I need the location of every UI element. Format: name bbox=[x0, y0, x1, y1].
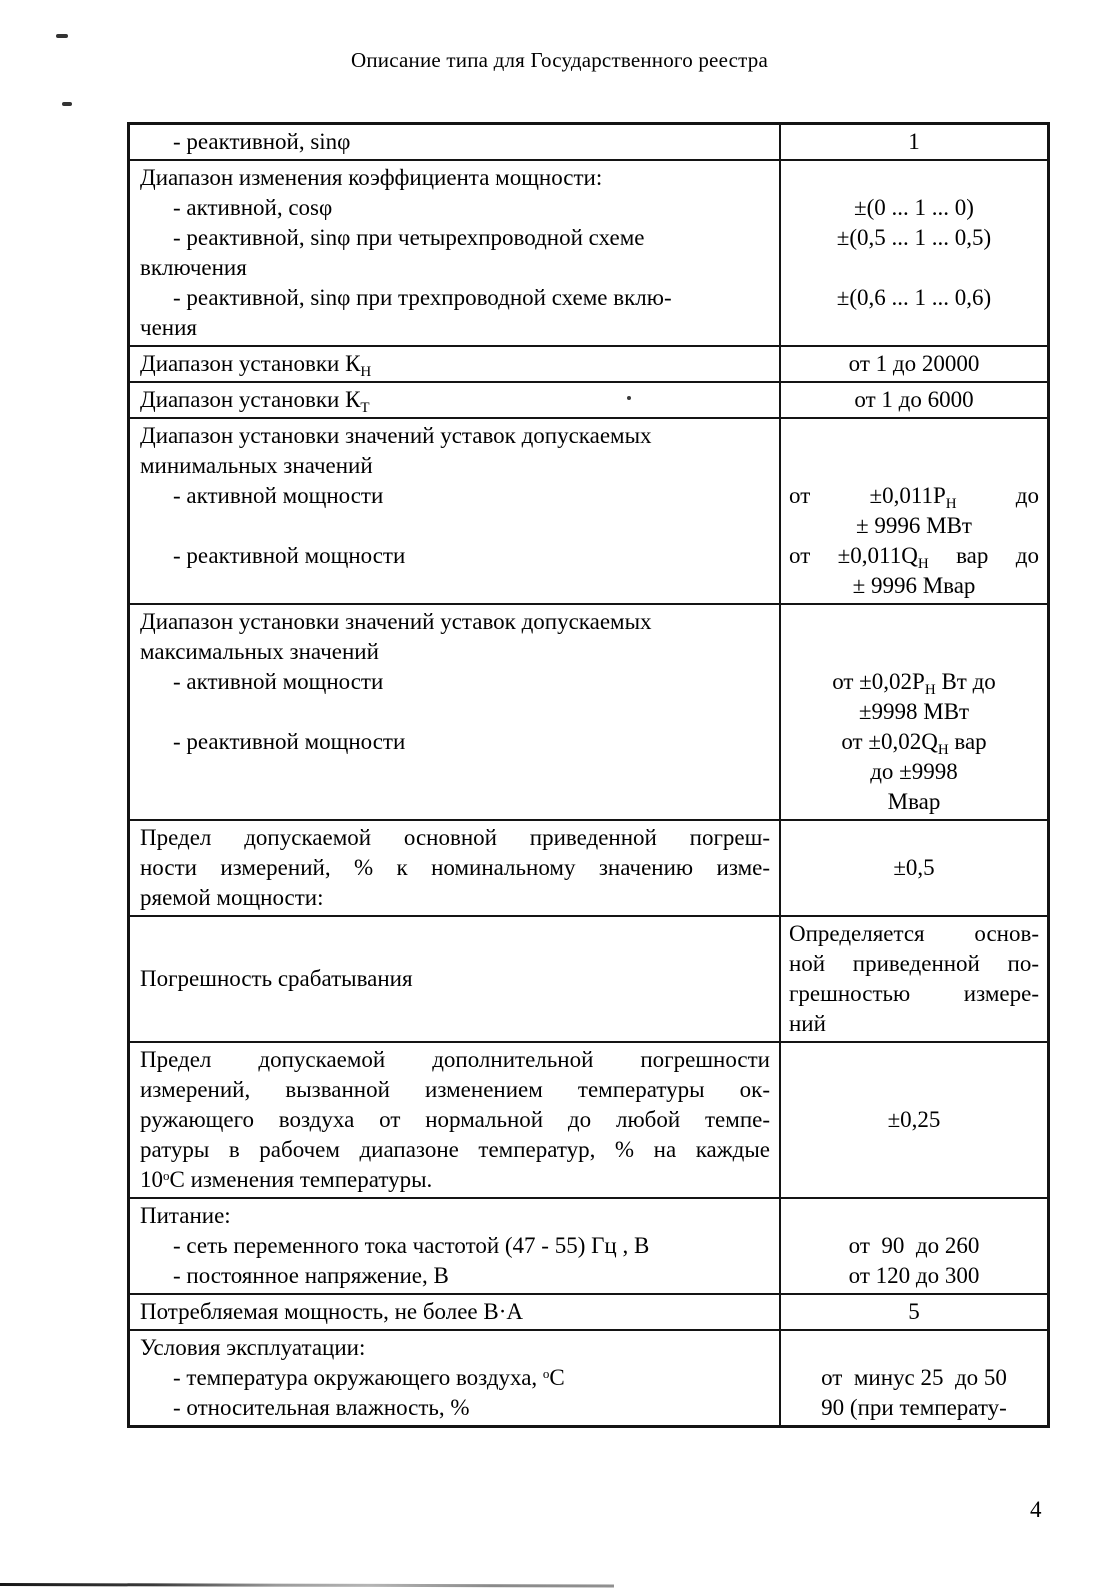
text-line: ±(0,6 ... 1 ... 0,6) bbox=[836, 285, 992, 310]
table-row bbox=[130, 1197, 1047, 1293]
superscript: о bbox=[542, 1366, 550, 1381]
text-line: - постоянное напряжение, В bbox=[173, 1263, 449, 1288]
text-line: 90 (при температу- bbox=[821, 1395, 1007, 1420]
text-line bbox=[140, 787, 770, 817]
subscript: Т bbox=[360, 400, 370, 416]
text-line bbox=[789, 421, 1039, 451]
text-line: измерений, вызванной изменением температуры ок- bbox=[140, 1077, 770, 1102]
row-label-cell bbox=[130, 1043, 781, 1197]
text-line: от 120 до 300 bbox=[848, 1263, 980, 1288]
text-line bbox=[140, 697, 770, 727]
text-line: от минус 25 до 50 bbox=[821, 1365, 1007, 1390]
text-line: от $\pm 0,02Q_Н$ вар bbox=[841, 729, 987, 758]
text-line: Питание: bbox=[140, 1203, 231, 1228]
margin-mark bbox=[62, 102, 72, 106]
text-line bbox=[789, 253, 1039, 283]
text-line bbox=[789, 1201, 1039, 1231]
table-row bbox=[130, 159, 1047, 345]
text-line: ной приведенной по- bbox=[789, 951, 1039, 976]
text-line: - реактивной мощности bbox=[173, 543, 406, 568]
text-line: от 1 до 20000 bbox=[848, 351, 980, 376]
text-line: ±0,5 bbox=[893, 855, 935, 880]
text-line bbox=[789, 163, 1039, 193]
spec-table bbox=[127, 122, 1050, 1428]
row-value-cell bbox=[781, 605, 1047, 819]
row-label-cell bbox=[130, 383, 781, 417]
text-line: - активной мощности bbox=[173, 669, 384, 694]
text-line: максимальных значений bbox=[140, 639, 379, 664]
text-line: Диапазон установки $К_Н$ bbox=[140, 351, 372, 380]
text-line bbox=[789, 451, 1039, 481]
text-line bbox=[789, 637, 1039, 667]
text-line: Диапазон установки значений уставок допускаемых bbox=[140, 423, 652, 448]
text-line bbox=[140, 757, 770, 787]
row-label-cell bbox=[130, 347, 781, 381]
text-line: - температура окружающего воздуха, $^о$С bbox=[173, 1365, 565, 1390]
text-line: от $\pm 0,02P_Н$ Вт до bbox=[832, 669, 996, 698]
page-title: Описание типа для Государственного реестра bbox=[351, 48, 768, 72]
table-row bbox=[130, 125, 1047, 159]
page-number: 4 bbox=[1030, 1497, 1042, 1522]
text-line bbox=[140, 511, 770, 541]
text-line: минимальных значений bbox=[140, 453, 373, 478]
table-row bbox=[130, 1293, 1047, 1329]
subscript: Н bbox=[945, 496, 957, 512]
row-label-cell bbox=[130, 1331, 781, 1425]
text-line: ±(0,5 ... 1 ... 0,5) bbox=[836, 225, 992, 250]
row-value-cell bbox=[781, 1043, 1047, 1197]
subscript: Н bbox=[924, 682, 936, 698]
text-line: $10^оС$ изменения температуры. bbox=[140, 1167, 433, 1192]
text-line bbox=[789, 313, 1039, 343]
text-line: ружающего воздуха от нормальной до любой темпе- bbox=[140, 1107, 770, 1132]
row-value-cell bbox=[781, 917, 1047, 1041]
table-row bbox=[130, 1041, 1047, 1197]
text-line: ний bbox=[789, 1011, 826, 1036]
subscript: Н bbox=[360, 364, 372, 380]
text-line: - сеть переменного тока частотой (47 - 55) Гц , В bbox=[173, 1233, 650, 1258]
margin-mark bbox=[56, 34, 68, 38]
text-line: включения bbox=[140, 255, 247, 280]
text-line: 5 bbox=[908, 1299, 920, 1324]
table-row bbox=[130, 915, 1047, 1041]
text-line bbox=[789, 607, 1039, 637]
text-line: Диапазон установки значений уставок допускаемых bbox=[140, 609, 652, 634]
text-line: от 1 до 6000 bbox=[854, 387, 974, 412]
table-row bbox=[130, 1329, 1047, 1425]
text-line: Предел допускаемой основной приведенной погреш- bbox=[140, 825, 770, 850]
text-line: - реактивной, sinφ при четырехпроводной схеме bbox=[173, 225, 645, 250]
row-value-cell bbox=[781, 161, 1047, 345]
text-line: от 90 до 260 bbox=[848, 1233, 980, 1258]
row-value-cell bbox=[781, 1199, 1047, 1293]
superscript: о bbox=[163, 1168, 170, 1183]
table-row bbox=[130, 381, 1047, 417]
text-line: ± 9996 Мвар bbox=[852, 573, 976, 598]
row-value-cell bbox=[781, 419, 1047, 603]
text-line: ратуры в рабочем диапазоне температур, % на каждые bbox=[140, 1137, 770, 1162]
text-line: чения bbox=[140, 315, 197, 340]
row-label-cell bbox=[130, 917, 781, 1041]
scan-speck bbox=[627, 396, 631, 400]
row-value-cell bbox=[781, 1295, 1047, 1329]
row-label-cell bbox=[130, 419, 781, 603]
text-line: - реактивной мощности bbox=[173, 729, 406, 754]
text-line: ±0,25 bbox=[887, 1107, 941, 1132]
table-row bbox=[130, 819, 1047, 915]
text-line: - активной мощности bbox=[173, 483, 384, 508]
table-row bbox=[130, 417, 1047, 603]
text-line: от $\pm 0,011P_Н$ до bbox=[789, 483, 1040, 512]
subscript: Н bbox=[917, 556, 929, 572]
text-line: грешностью измере- bbox=[789, 981, 1039, 1006]
scan-artifact-line bbox=[0, 1583, 614, 1588]
table-row bbox=[130, 603, 1047, 819]
row-label-cell bbox=[130, 125, 781, 159]
row-label-cell bbox=[130, 605, 781, 819]
text-line: Диапазон установки $К_Т$ bbox=[140, 387, 370, 416]
row-value-cell bbox=[781, 347, 1047, 381]
text-line bbox=[140, 571, 770, 601]
row-value-cell bbox=[781, 125, 1047, 159]
text-line: Диапазон изменения коэффициента мощности: bbox=[140, 165, 603, 190]
row-label-cell bbox=[130, 161, 781, 345]
table-row bbox=[130, 345, 1047, 381]
text-line: - относительная влажность, % bbox=[173, 1395, 470, 1420]
subscript: Н bbox=[937, 742, 949, 758]
row-value-cell bbox=[781, 1331, 1047, 1425]
text-line: ±(0 ... 1 ... 0) bbox=[854, 195, 974, 220]
text-line: ±9998 МВт bbox=[858, 699, 970, 724]
text-line: ряемой мощности: bbox=[140, 885, 324, 910]
row-label-cell bbox=[130, 821, 781, 915]
text-line: - реактивной, sinφ при трехпроводной схеме вклю- bbox=[173, 285, 672, 310]
row-value-cell bbox=[781, 821, 1047, 915]
text-line: 1 bbox=[908, 129, 920, 154]
text-line: ности измерений, % к номинальному значению изме- bbox=[140, 855, 770, 880]
text-line: - активной, cosφ bbox=[173, 195, 333, 220]
text-line: от $\pm 0,011Q_Н$ вар до bbox=[789, 543, 1039, 572]
text-line: Определяется основ- bbox=[789, 921, 1039, 946]
text-line: Мвар bbox=[887, 789, 941, 814]
text-line: ± 9996 МВт bbox=[856, 513, 972, 538]
text-line: Условия эксплуатации: bbox=[140, 1335, 366, 1360]
text-line: до ±9998 bbox=[870, 759, 958, 784]
row-value-cell bbox=[781, 383, 1047, 417]
row-label-cell bbox=[130, 1199, 781, 1293]
row-label-cell bbox=[130, 1295, 781, 1329]
text-line bbox=[789, 1333, 1039, 1363]
text-line: Потребляемая мощность, не более В·А bbox=[140, 1299, 523, 1324]
text-line: Погрешность срабатывания bbox=[140, 966, 413, 991]
text-line: Предел допускаемой дополнительной погрешности bbox=[140, 1047, 770, 1072]
text-line: - реактивной, sinφ bbox=[173, 129, 351, 154]
